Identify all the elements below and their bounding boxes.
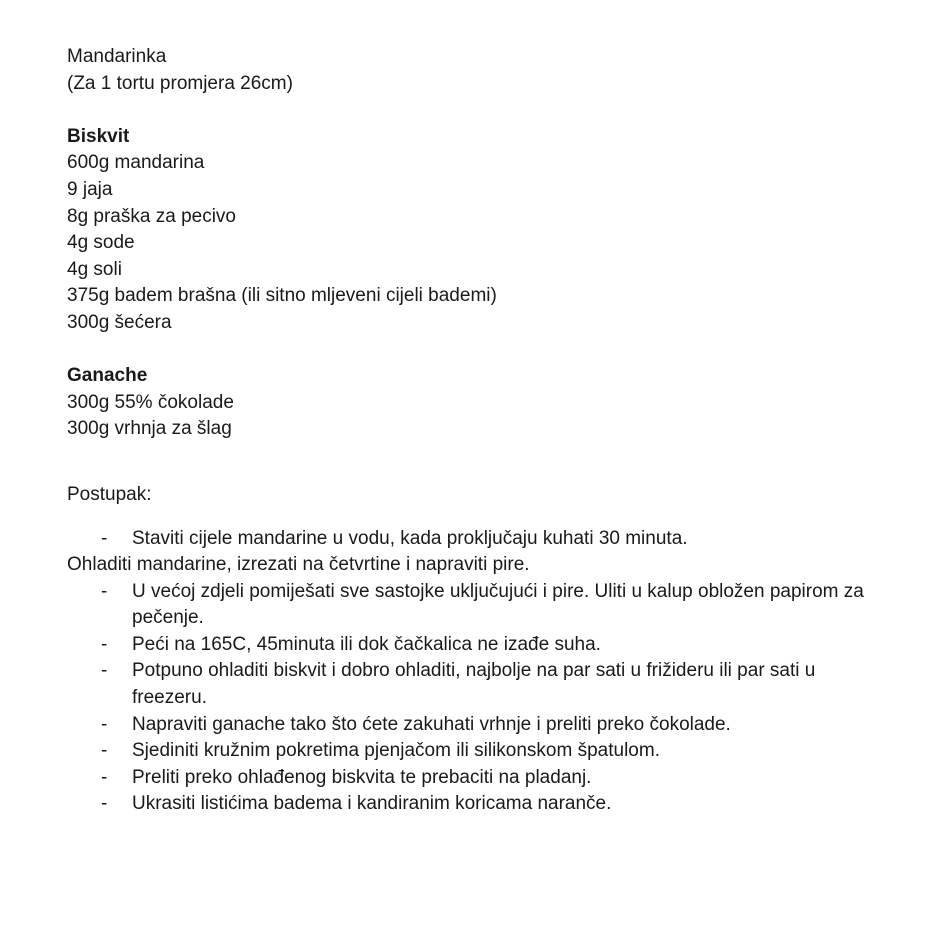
spacer [67, 97, 907, 124]
method-step-text: Potpuno ohladiti biskvit i dobro ohladiti, najbolje na par sati u frižideru ili par sati u freezeru. [132, 660, 816, 709]
method-step-text: Ukrasiti listićima badema i kandiranim koricama naranče. [132, 793, 612, 815]
method-step [67, 712, 892, 739]
ingredient-item: 600g mandarina [67, 152, 205, 174]
bullet-dash: - [101, 633, 108, 655]
method-step [67, 658, 892, 711]
bullet-dash: - [101, 660, 108, 682]
method-heading: Postupak: [67, 483, 152, 505]
spacer [67, 337, 907, 364]
method-steps-list [67, 579, 907, 818]
method-step-text: Napraviti ganache tako što ćete zakuhati vrhnje i preliti preko čokolade. [132, 713, 731, 735]
method-step [67, 765, 892, 792]
spacer [67, 509, 907, 526]
ingredient-item: 300g šećera [67, 311, 172, 333]
bullet-dash: - [101, 740, 108, 762]
ingredient-item: 300g vrhnja za šlag [67, 418, 232, 440]
ingredient-item: 4g sode [67, 232, 135, 254]
bullet-dash: - [101, 793, 108, 815]
section-heading-biskvit: Biskvit [67, 125, 130, 147]
method-step-text: U većoj zdjeli pomiješati sve sastojke uključujući i pire. Uliti u kalup obložen papirom za pečenje. [132, 580, 864, 629]
ingredient-item: 9 jaja [67, 178, 113, 200]
bullet-dash: - [101, 766, 108, 788]
spacer [67, 443, 907, 482]
recipe-subtitle: (Za 1 tortu promjera 26cm) [67, 72, 293, 94]
method-step [67, 526, 892, 553]
bullet-dash: - [101, 713, 108, 735]
ingredient-item: 375g badem brašna (ili sitno mljeveni cijeli bademi) [67, 285, 497, 307]
method-step [67, 738, 892, 765]
ingredient-item: 8g praška za pecivo [67, 205, 236, 227]
method-step-text: Preliti preko ohlađenog biskvita te prebaciti na pladanj. [132, 766, 592, 788]
bullet-dash: - [101, 580, 108, 602]
ingredient-item: 300g 55% čokolade [67, 391, 234, 413]
bullet-dash: - [101, 527, 108, 549]
method-step-text: Peći na 165C, 45minuta ili dok čačkalica ne izađe suha. [132, 633, 601, 655]
ingredient-item: 4g soli [67, 258, 122, 280]
recipe-title: Mandarinka [67, 46, 167, 67]
method-continuation: Ohladiti mandarine, izrezati na četvrtine i napraviti pire. [67, 554, 530, 576]
section-heading-ganache: Ganache [67, 365, 148, 387]
method-step [67, 791, 892, 818]
method-step-text: Sjediniti kružnim pokretima pjenjačom ili silikonskom špatulom. [132, 740, 660, 762]
method-step-text: Staviti cijele mandarine u vodu, kada proključaju kuhati 30 minuta. [132, 527, 688, 549]
method-step [67, 632, 892, 659]
method-step [67, 579, 892, 632]
recipe-document [67, 44, 907, 818]
